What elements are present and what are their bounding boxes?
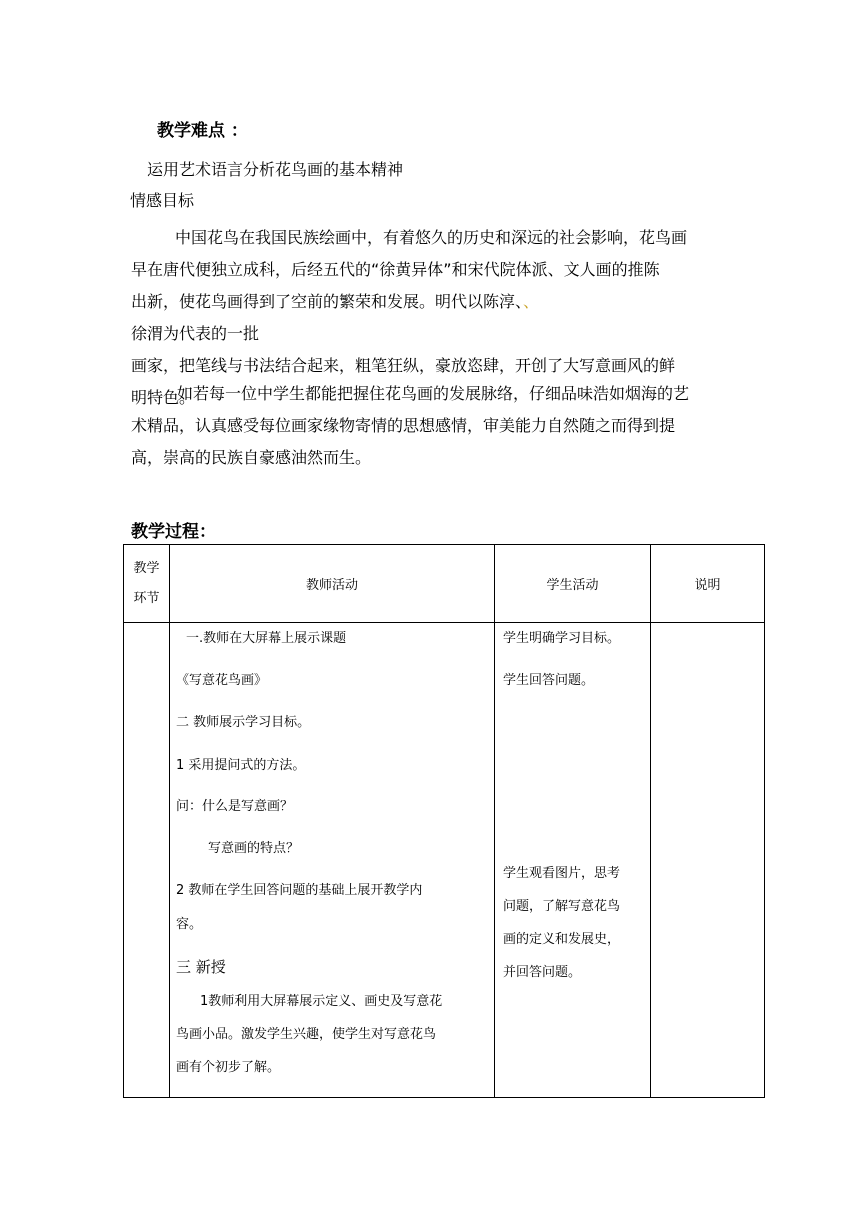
para2-line-1: 如若每一位中学生都能把握住花鸟画的发展脉络，仔细品味浩如烟海的艺 — [177, 384, 690, 403]
teacher-line: 2 教师在学生回答问题的基础上展开教学内 — [176, 883, 423, 898]
teacher-line: 1 采用提问式的方法。 — [176, 758, 306, 773]
para1-line-6: 明特色。 — [131, 388, 196, 407]
table-row — [124, 623, 765, 1098]
para1-line-1: 中国花鸟在我国民族绘画中，有着悠久的历史和深远的社会影响，花鸟画 — [175, 228, 688, 247]
para2-line-3: 高，崇高的民族自豪感油然而生。 — [131, 448, 372, 467]
header-stage: 教学 环节 — [124, 545, 170, 623]
teacher-line: 问：什么是写意画？ — [176, 799, 294, 814]
teacher-line: 一.教师在大屏幕上展示课题 — [186, 631, 347, 646]
header-note: 说明 — [651, 545, 765, 623]
para1-line-5: 画家，把笔线与书法结合起来，粗笔狂纵，豪放恣肆，开创了大写意画风的鲜 — [131, 356, 676, 375]
student-line: 问题，了解写意花鸟 — [503, 899, 621, 914]
emotion-heading: 情感目标 — [130, 191, 195, 210]
student-line: 学生明确学习目标。 — [503, 631, 621, 646]
para2-line-2: 术精品，认真感受每位画家缘物寄情的思想感情，审美能力自然随之而得到提 — [131, 416, 676, 435]
process-table — [123, 544, 765, 1098]
stage-cell — [124, 623, 170, 1098]
difficulty-content: 运用艺术语言分析花鸟画的基本精神 — [147, 160, 404, 179]
process-heading: 教学过程： — [131, 522, 216, 542]
teacher-line: 1教师利用大屏幕展示定义、画史及写意花 — [200, 994, 443, 1009]
difficulty-heading: 教学难点 ： — [157, 121, 248, 141]
teacher-activity-cell — [170, 623, 495, 1098]
header-teacher-activity: 教师活动 — [170, 545, 495, 623]
ornament-comma: 、 — [523, 292, 540, 311]
emotion-paragraph-2 — [131, 378, 751, 474]
note-cell — [651, 623, 765, 1098]
teacher-line: 写意画的特点？ — [208, 841, 300, 856]
table-header-row — [124, 545, 765, 623]
teacher-line: 容。 — [176, 917, 203, 932]
teacher-line: 《写意花鸟画》 — [176, 673, 268, 688]
student-line: 学生回答问题。 — [503, 673, 595, 688]
para1-line-2: 早在唐代便独立成科，后经五代的“徐黄异体”和宋代院体派、文人画的推陈 — [131, 260, 660, 279]
header-student-activity: 学生活动 — [495, 545, 651, 623]
section-title-new-lesson: 三 新授 — [176, 958, 226, 976]
student-activity-cell — [495, 623, 651, 1098]
para1-line-4: 徐渭为代表的一批 — [131, 324, 260, 343]
student-line: 并回答问题。 — [503, 965, 582, 980]
para1-line-3: 出新，使花鸟画得到了空前的繁荣和发展。明代以陈淳、、 — [131, 292, 540, 311]
teacher-line: 鸟画小品。激发学生兴趣，使学生对写意花鸟 — [176, 1027, 437, 1042]
student-line: 画的定义和发展史， — [503, 932, 621, 947]
student-line: 学生观看图片，思考 — [503, 866, 621, 881]
teacher-line: 二 教师展示学习目标。 — [176, 715, 311, 730]
teacher-line: 画有个初步了解。 — [176, 1060, 281, 1075]
